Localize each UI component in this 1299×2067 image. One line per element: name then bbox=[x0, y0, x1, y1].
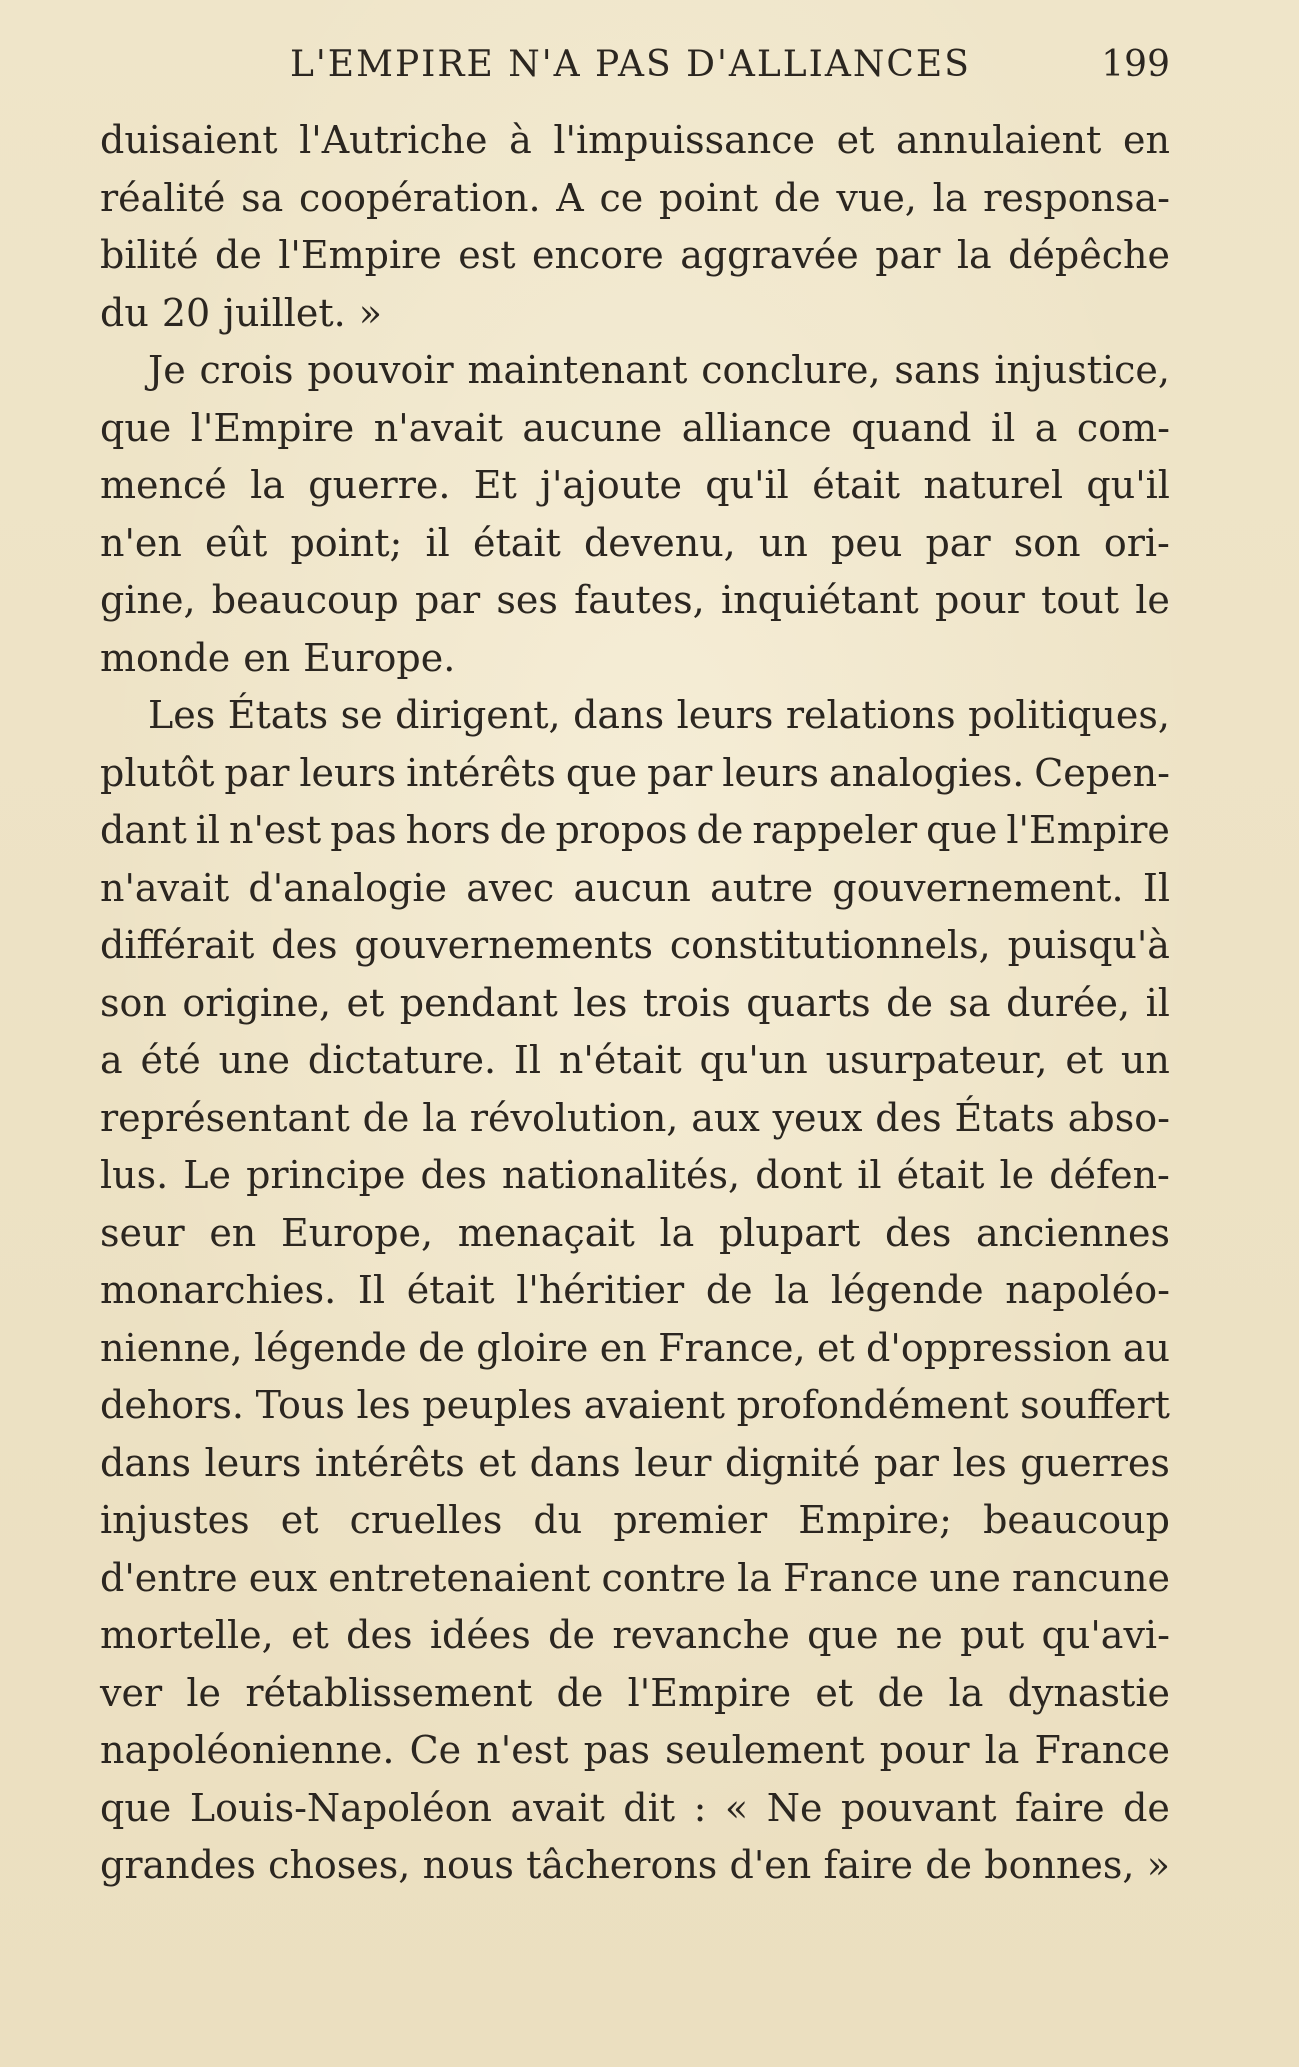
word: pas bbox=[330, 808, 397, 852]
word: injustice, bbox=[994, 348, 1170, 392]
word: le bbox=[186, 1670, 222, 1715]
word: juillet. bbox=[223, 290, 346, 335]
word: contre bbox=[601, 1555, 726, 1600]
word: eût bbox=[205, 520, 268, 565]
word: usurpateur, bbox=[825, 1038, 1048, 1082]
word: de bbox=[556, 1670, 604, 1715]
word: pour bbox=[934, 578, 1025, 622]
word: eux bbox=[248, 1555, 318, 1600]
text-line bbox=[100, 860, 1170, 918]
word: Europe, bbox=[280, 1210, 434, 1255]
text-line bbox=[100, 285, 1170, 343]
word: d'entre bbox=[100, 1555, 238, 1600]
word: dans bbox=[529, 1440, 621, 1485]
word: souffert bbox=[1020, 1383, 1170, 1427]
word: dont bbox=[755, 1153, 843, 1197]
word: France bbox=[1034, 1728, 1170, 1772]
word: de bbox=[548, 1613, 595, 1657]
word: fautes, bbox=[574, 578, 705, 622]
word: l'Empire bbox=[627, 1670, 792, 1715]
word: aucune bbox=[522, 405, 663, 450]
word: de bbox=[418, 1325, 465, 1370]
word: représentant bbox=[100, 1095, 350, 1140]
word: leurs bbox=[299, 750, 397, 795]
word: responsa- bbox=[983, 175, 1170, 220]
word: gouvernement. bbox=[832, 865, 1124, 910]
word: la bbox=[948, 1670, 984, 1715]
word: maintenant bbox=[467, 348, 688, 392]
word: intérêts bbox=[314, 1440, 465, 1485]
word: été bbox=[140, 1038, 201, 1082]
text-line bbox=[100, 802, 1170, 860]
word: Cepen- bbox=[1034, 750, 1170, 795]
word: l'Empire bbox=[278, 233, 442, 277]
word: par bbox=[875, 233, 941, 277]
word: des bbox=[271, 923, 338, 967]
word: faire bbox=[1015, 1785, 1105, 1830]
text-line bbox=[100, 975, 1170, 1033]
word: légende bbox=[253, 1325, 407, 1370]
word: les bbox=[952, 1440, 1007, 1485]
text-line bbox=[100, 170, 1170, 228]
word: rappeler bbox=[752, 808, 918, 852]
word: de bbox=[886, 980, 933, 1025]
word: se bbox=[340, 693, 383, 737]
word: dans bbox=[573, 693, 665, 737]
text-line bbox=[100, 687, 1170, 745]
word: : bbox=[693, 1785, 707, 1830]
word: sa bbox=[241, 175, 284, 220]
word: leurs bbox=[722, 750, 819, 795]
word: d'analogie bbox=[248, 865, 447, 910]
word: nationalités, bbox=[501, 1153, 741, 1197]
word: naturel bbox=[923, 463, 1064, 507]
text-line bbox=[100, 572, 1170, 630]
word: pendant bbox=[399, 980, 558, 1025]
word: durée, bbox=[1006, 980, 1131, 1025]
word: Il bbox=[1142, 865, 1170, 910]
word: napoléonienne. bbox=[100, 1728, 395, 1772]
word: mortelle, bbox=[100, 1613, 274, 1657]
word: annulaient bbox=[896, 118, 1102, 162]
word: injustes bbox=[100, 1498, 250, 1542]
word: relations bbox=[785, 693, 956, 737]
word: quand bbox=[851, 405, 972, 450]
word: plutôt bbox=[100, 750, 215, 795]
text-line bbox=[100, 1722, 1170, 1780]
word: était bbox=[812, 463, 901, 507]
word: qu'il bbox=[705, 463, 789, 507]
word: yeux bbox=[772, 1095, 863, 1140]
word: était bbox=[406, 1268, 495, 1312]
word: guerre. bbox=[308, 463, 451, 507]
word: rétablissement bbox=[245, 1670, 533, 1715]
word: les bbox=[573, 980, 628, 1025]
word: d'oppression bbox=[866, 1325, 1112, 1370]
word: la bbox=[422, 1095, 458, 1140]
word: qu'un bbox=[699, 1038, 808, 1082]
word: par bbox=[647, 750, 713, 795]
word: coopération. bbox=[299, 175, 541, 220]
word: pas bbox=[583, 1728, 651, 1772]
word: Il bbox=[513, 1038, 542, 1082]
word: dans bbox=[100, 1440, 191, 1485]
word: de bbox=[362, 1095, 410, 1140]
word: nous bbox=[422, 1843, 514, 1887]
word: gine, bbox=[100, 578, 196, 622]
word: la bbox=[737, 1555, 772, 1600]
word: point; bbox=[290, 520, 403, 565]
word: et bbox=[836, 118, 875, 162]
word: n'en bbox=[100, 520, 182, 565]
text-line bbox=[100, 1607, 1170, 1665]
word: la bbox=[956, 233, 992, 277]
word: France, bbox=[658, 1325, 806, 1370]
word: n'était bbox=[558, 1038, 682, 1082]
text-line bbox=[100, 1262, 1170, 1320]
word: bonnes, bbox=[984, 1843, 1135, 1887]
word: dictature. bbox=[307, 1038, 497, 1082]
word: au bbox=[1122, 1325, 1170, 1370]
word: a bbox=[100, 1038, 123, 1082]
word: il bbox=[1145, 980, 1170, 1025]
word: que bbox=[100, 1785, 172, 1830]
word: pour bbox=[879, 1728, 970, 1772]
word: n'est bbox=[229, 808, 322, 852]
word: par bbox=[224, 750, 290, 795]
word: que bbox=[100, 405, 172, 450]
word: origine, bbox=[182, 980, 332, 1025]
word: une bbox=[218, 1038, 291, 1082]
word: faire bbox=[823, 1843, 914, 1887]
word: leurs bbox=[676, 693, 774, 737]
word: » bbox=[358, 290, 382, 335]
word: le bbox=[999, 1153, 1035, 1197]
word: aucun bbox=[573, 865, 691, 910]
word: qu'avi- bbox=[1041, 1613, 1170, 1657]
word: com- bbox=[1076, 405, 1170, 450]
word: monarchies. bbox=[100, 1268, 337, 1312]
word: des bbox=[420, 1153, 487, 1197]
word: des bbox=[875, 1095, 942, 1140]
text-line bbox=[100, 1090, 1170, 1148]
word: gloire bbox=[476, 1325, 589, 1370]
word: beaucoup bbox=[211, 578, 399, 622]
text-line bbox=[100, 1147, 1170, 1205]
word: est bbox=[458, 233, 516, 277]
word: aggravée bbox=[680, 233, 859, 277]
word: Louis-Napoléon bbox=[189, 1785, 493, 1830]
text-line bbox=[100, 1492, 1170, 1550]
text-line bbox=[100, 515, 1170, 573]
word: peuples bbox=[422, 1383, 573, 1427]
word: son bbox=[100, 980, 167, 1025]
word: ce bbox=[599, 175, 644, 220]
word: seur bbox=[100, 1210, 185, 1255]
word: dehors. bbox=[100, 1383, 244, 1427]
word: bilité bbox=[100, 233, 199, 277]
word: et bbox=[815, 1670, 854, 1715]
word: ori- bbox=[1103, 520, 1170, 565]
word: sa bbox=[948, 980, 991, 1025]
word: de bbox=[877, 1670, 925, 1715]
word: Les bbox=[148, 693, 216, 737]
text-line bbox=[100, 112, 1170, 170]
page-header bbox=[100, 40, 1170, 90]
text-line bbox=[100, 917, 1170, 975]
word: des bbox=[346, 1613, 413, 1657]
word: que bbox=[926, 808, 998, 852]
word: de bbox=[705, 1268, 753, 1312]
word: dignité bbox=[725, 1440, 861, 1485]
word: du bbox=[533, 1498, 583, 1542]
word: pouvoir bbox=[307, 348, 454, 392]
word: avec bbox=[466, 865, 555, 910]
word: rancune bbox=[1011, 1555, 1170, 1600]
word: de bbox=[925, 1843, 973, 1887]
word: n'est bbox=[476, 1728, 569, 1772]
word: intérêts bbox=[406, 750, 556, 795]
word: et bbox=[816, 1325, 855, 1370]
text-line bbox=[100, 400, 1170, 458]
word: les bbox=[356, 1383, 411, 1427]
word: que bbox=[565, 750, 638, 795]
word: dynastie bbox=[1007, 1670, 1170, 1715]
word: en bbox=[243, 635, 291, 680]
word: et bbox=[1065, 1038, 1104, 1082]
word: un bbox=[758, 520, 808, 565]
text-line bbox=[100, 342, 1170, 400]
word: la bbox=[659, 1210, 695, 1255]
word: il bbox=[195, 808, 221, 852]
word: pouvant bbox=[840, 1785, 997, 1830]
word: dit bbox=[623, 1785, 676, 1830]
word: » bbox=[1146, 1843, 1170, 1887]
text-line bbox=[100, 1320, 1170, 1378]
word: Ce bbox=[409, 1728, 462, 1772]
word: en bbox=[209, 1210, 257, 1255]
word: Je bbox=[148, 348, 186, 392]
word: encore bbox=[531, 233, 664, 277]
word: peu bbox=[831, 520, 903, 565]
word: était bbox=[472, 520, 561, 565]
word: abso- bbox=[1067, 1095, 1170, 1140]
word: l'Autriche bbox=[299, 118, 488, 162]
word: une bbox=[929, 1555, 1001, 1600]
word: revanche bbox=[612, 1613, 790, 1657]
text-line bbox=[100, 227, 1170, 285]
word: que bbox=[807, 1613, 879, 1657]
word: seulement bbox=[665, 1728, 865, 1772]
word: il bbox=[425, 520, 450, 565]
word: du bbox=[100, 290, 149, 335]
word: un bbox=[1120, 1038, 1170, 1082]
word: et bbox=[346, 980, 385, 1025]
word: était bbox=[896, 1153, 985, 1197]
text-line bbox=[100, 1435, 1170, 1493]
word: conclure, bbox=[701, 348, 881, 392]
word: « bbox=[724, 1785, 749, 1830]
word: il bbox=[857, 1153, 882, 1197]
word: politiques, bbox=[968, 693, 1170, 737]
word: en bbox=[1122, 118, 1170, 162]
word: plupart bbox=[718, 1210, 861, 1255]
text-line bbox=[100, 745, 1170, 803]
word: États bbox=[954, 1095, 1055, 1140]
word: leurs bbox=[204, 1440, 302, 1485]
word: différait bbox=[100, 923, 255, 967]
word: révolution, bbox=[469, 1095, 679, 1140]
text-line bbox=[100, 1377, 1170, 1435]
word: napoléo- bbox=[1005, 1268, 1170, 1312]
word: duisaient bbox=[100, 118, 278, 162]
word: en bbox=[599, 1325, 647, 1370]
text-line bbox=[100, 1837, 1170, 1895]
word: n'avait bbox=[100, 865, 230, 910]
word: beaucoup bbox=[983, 1498, 1170, 1542]
word: par bbox=[925, 520, 991, 565]
word: quarts bbox=[746, 980, 871, 1025]
word: vue, bbox=[836, 175, 917, 220]
text-line bbox=[100, 457, 1170, 515]
word: trois bbox=[642, 980, 731, 1025]
word: à bbox=[509, 118, 532, 162]
text-line bbox=[100, 1665, 1170, 1723]
word: et bbox=[478, 1440, 517, 1485]
word: cruelles bbox=[349, 1498, 503, 1542]
word: sans bbox=[894, 348, 981, 392]
word: autre bbox=[710, 865, 814, 910]
word: put bbox=[960, 1613, 1025, 1657]
word: des bbox=[885, 1210, 952, 1255]
word: réalité bbox=[100, 175, 226, 220]
word: alliance bbox=[681, 405, 832, 450]
word: aux bbox=[691, 1095, 760, 1140]
word: inquiétant bbox=[720, 578, 919, 622]
word: leur bbox=[634, 1440, 712, 1485]
word: Le bbox=[183, 1153, 232, 1197]
word: a bbox=[1034, 405, 1058, 450]
word: légende bbox=[830, 1268, 984, 1312]
word: idées bbox=[429, 1613, 531, 1657]
word: de bbox=[499, 808, 547, 852]
word: tâcherons bbox=[526, 1843, 718, 1887]
word: constitutionnels, bbox=[669, 923, 991, 967]
page-number: 199 bbox=[1101, 44, 1170, 85]
word: avait bbox=[510, 1785, 605, 1830]
word: anciennes bbox=[976, 1210, 1170, 1255]
word: nienne, bbox=[100, 1325, 243, 1370]
word: d'en bbox=[729, 1843, 812, 1887]
word: mencé bbox=[100, 463, 227, 507]
word: monde bbox=[100, 635, 231, 680]
word: point bbox=[658, 175, 759, 220]
word: et bbox=[291, 1613, 329, 1657]
word: ne bbox=[895, 1613, 943, 1657]
word: l'Empire bbox=[1006, 808, 1170, 852]
word: de bbox=[215, 233, 262, 277]
word: la bbox=[250, 463, 285, 507]
word: A bbox=[556, 175, 584, 220]
word: 20 bbox=[161, 290, 211, 335]
text-line bbox=[100, 1032, 1170, 1090]
word: son bbox=[1013, 520, 1081, 565]
word: ses bbox=[496, 578, 558, 622]
running-title: L'EMPIRE N'A PAS D'ALLIANCES bbox=[290, 44, 971, 85]
word: dépêche bbox=[1008, 233, 1170, 277]
text-line bbox=[100, 1550, 1170, 1608]
word: Tous bbox=[255, 1383, 345, 1427]
text-line bbox=[100, 1780, 1170, 1838]
word: de bbox=[696, 808, 744, 852]
word: gouvernements bbox=[354, 923, 653, 967]
word: et bbox=[280, 1498, 319, 1542]
word: par bbox=[414, 578, 481, 622]
word: qu'il bbox=[1086, 463, 1170, 507]
word: il bbox=[990, 405, 1016, 450]
word: l'héritier bbox=[516, 1268, 685, 1312]
word: l'Empire bbox=[190, 405, 355, 450]
word: avaient bbox=[583, 1383, 725, 1427]
word: le bbox=[1135, 578, 1170, 622]
word: j'ajoute bbox=[540, 463, 682, 507]
word: la bbox=[984, 1728, 1020, 1772]
word: entretenaient bbox=[328, 1555, 591, 1600]
word: ver bbox=[100, 1670, 163, 1715]
word: défen- bbox=[1049, 1153, 1170, 1197]
word: analogies. bbox=[828, 750, 1025, 795]
word: guerres bbox=[1020, 1440, 1170, 1485]
word: la bbox=[932, 175, 968, 220]
word: tout bbox=[1041, 578, 1119, 622]
word: Europe. bbox=[303, 635, 456, 680]
word: Ne bbox=[766, 1785, 823, 1830]
word: premier bbox=[613, 1498, 768, 1542]
word: principe bbox=[246, 1153, 406, 1197]
word: grandes bbox=[100, 1843, 256, 1887]
word: États bbox=[227, 693, 329, 737]
word: menaçait bbox=[457, 1210, 635, 1255]
word: n'avait bbox=[373, 405, 503, 450]
word: propos bbox=[555, 808, 688, 852]
word: dant bbox=[100, 808, 187, 852]
word: choses, bbox=[268, 1843, 411, 1887]
word: dirigent, bbox=[395, 693, 561, 737]
word: par bbox=[873, 1440, 939, 1485]
text-line bbox=[100, 1205, 1170, 1263]
word: l'impuissance bbox=[553, 118, 816, 162]
word: de bbox=[1123, 1785, 1170, 1830]
word: crois bbox=[199, 348, 294, 392]
word: de bbox=[773, 175, 821, 220]
word: puisqu'à bbox=[1007, 923, 1170, 967]
word: Empire; bbox=[798, 1498, 952, 1542]
word: lus. bbox=[100, 1153, 169, 1197]
word: Et bbox=[473, 463, 517, 507]
word: Il bbox=[357, 1268, 386, 1312]
text-line bbox=[100, 630, 1170, 688]
word: la bbox=[774, 1268, 810, 1312]
word: France bbox=[782, 1555, 919, 1600]
word: hors bbox=[405, 808, 491, 852]
body-text bbox=[100, 112, 1170, 1895]
word: profondément bbox=[736, 1383, 1009, 1427]
word: devenu, bbox=[583, 520, 736, 565]
